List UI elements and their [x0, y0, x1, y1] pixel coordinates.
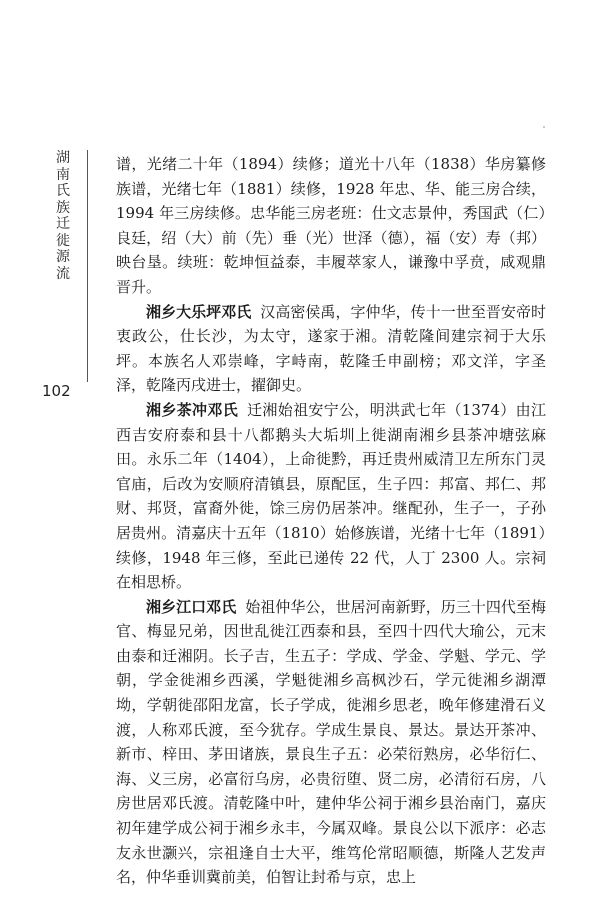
- paragraph-text: 谱，光绪二十年（1894）续修；道光十八年（1838）华房纂修族谱，光绪七年（1881）续修，1928 年忠、华、能三房合续，1994 年三房续修。忠华能三房老班：仕文志景仲，秀国武（仁）良廷，绍（大）前（先）垂（光）世泽（德），福（安）寿（邦）映台垦。续班：乾坤恒益泰，丰履萃家人，谦豫中孚贲，咸观鼎晋升。: [116, 155, 546, 296]
- paragraph-dalepin: [116, 300, 546, 398]
- paragraph-continued: [116, 152, 546, 300]
- running-title: 湖南氏族迁徙源流: [56, 150, 70, 282]
- body-text: [116, 152, 546, 890]
- paragraph-text: 汉高密侯禹，字仲华，传十一世至晋安帝时衷政公，仕长沙，为太守，遂家于湘。清乾隆间建宗祠于大乐坪。本族名人邓崇峰，字峙南，乾隆壬申副榜；邓文洋，字圣泽，乾隆丙戌进士，擢御史。: [116, 302, 546, 395]
- margin-rule: [87, 150, 88, 382]
- paragraph-chachong: [116, 398, 546, 595]
- speck: [543, 126, 545, 128]
- paragraph-text: 迁湘始祖安宁公，明洪武七年（1374）由江西吉安府泰和县十八都鹅头大垢圳上徙湖南湘乡县茶冲塘弦麻田。永乐二年（1404），上命徙黔，再迁贵州威清卫左所东门灵官庙，后改为安顺府清镇县，原配匡，生子四：邦富、邦仁、邦财、邦贤，富裔外徙，馀三房仍居茶冲。继配孙，生子一，子孙居贵州。清嘉庆十五年（1810）始修族谱，光绪十七年（1891）续修，1948 年三修，至此已递传 22 代，人丁 2300 人。宗祠在相思桥。: [116, 400, 546, 592]
- page-number: 102: [42, 382, 71, 400]
- paragraph-jiangkou: [116, 595, 546, 890]
- section-heading: 湘乡江口邓氏: [146, 597, 237, 616]
- section-heading: 湘乡大乐坪邓氏: [146, 302, 252, 321]
- paragraph-text: 始祖仲华公，世居河南新野，历三十四代至梅官、梅显兄弟，因世乱徙江西泰和县，至四十四代大瑜公，元末由泰和迁湘阴。长子吉，生五子：学成、学金、学魁、学元、学朝，学金徙湘乡西溪，学魁徙湘乡高枫沙石，学元徙湘乡湖潭坳，学朝徙邵阳龙富，长子学成，徙湘乡思老，晚年修建滑石义渡，人称邓氏渡，至今犹存。学成生景良、景达。景达开茶冲、新市、梓田、茅田诸族，景良生子五：必荣衍熟房，必华衍仁、海、义三房，必富衍乌房，必贵衍堕、贤二房，必清衍石房，八房世居邓氏渡。清乾隆中叶，建仲华公祠于湘乡县治南门，嘉庆初年建学成公祠于湘乡永丰，今属双峰。景良公以下派序：必志友永世灏兴，宗祖逢自士大平，维笃伦常昭顺德，斯隆人艺发声名，仲华垂训冀前美，伯智让封希与京，忠上: [116, 597, 546, 887]
- section-heading: 湘乡茶冲邓氏: [146, 400, 239, 419]
